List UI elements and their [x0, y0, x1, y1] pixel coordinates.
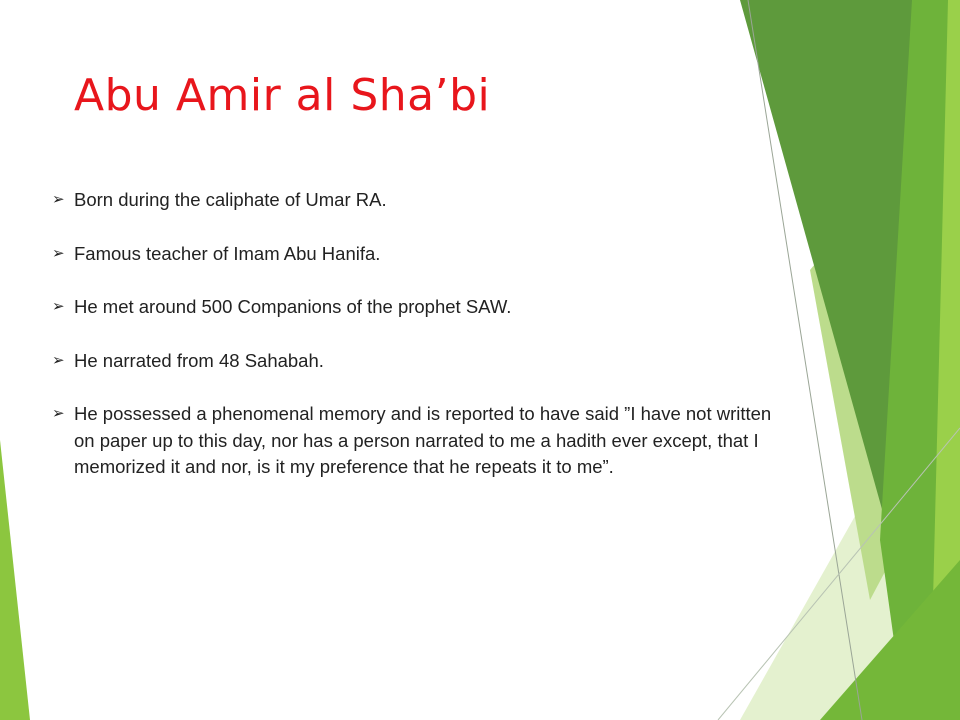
- bullet-text: Famous teacher of Imam Abu Hanifa.: [74, 242, 381, 264]
- arrow-bullet-icon: ➢: [52, 191, 65, 208]
- bullet-item: [52, 348, 792, 375]
- arrow-bullet-icon: ➢: [52, 244, 65, 262]
- bullet-list: [52, 187, 792, 508]
- arrow-bullet-icon: ➢: [52, 405, 65, 422]
- arrow-bullet-icon: ➢: [52, 351, 65, 369]
- left-green-wedge: [0, 440, 30, 720]
- bullet-item: [52, 241, 792, 268]
- arrow-bullet-icon: ➢: [52, 298, 65, 315]
- bullet-item: [52, 294, 792, 321]
- bullet-text: He met around 500 Companions of the prophet SAW.: [74, 296, 512, 317]
- bullet-text: He possessed a phenomenal memory and is reported to have said ”I have not written on paper up to this day, nor has a person narrated to me a hadith ever except, that I memorized it and nor, is it my preference that he repeats it to me”.: [74, 403, 772, 477]
- bullet-item: [52, 187, 792, 214]
- bullet-text: Born during the caliphate of Umar RA.: [74, 189, 387, 210]
- slide-title: Abu Amir al Sha’bi: [74, 70, 491, 121]
- bullet-item: [52, 401, 792, 481]
- bullet-text: He narrated from 48 Sahabah.: [74, 349, 324, 371]
